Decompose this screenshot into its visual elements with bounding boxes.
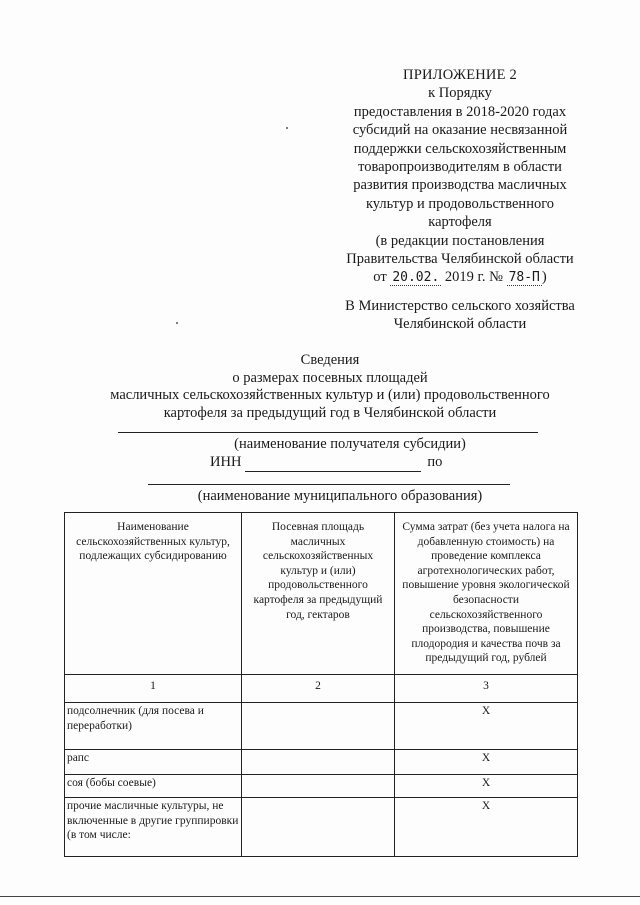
heading-line: картофеля за предыдущий год в Челябинской области [163,404,497,421]
table-row [65,750,578,775]
table-row [65,798,578,857]
addressee-line: Челябинской области [393,316,527,333]
crop-name-cell: прочие масличные культуры, не включенные в другие группировки (в том числе: [65,798,242,857]
closing-paren: ) [541,269,547,286]
annex-line: поддержки сельскохозяйственным [353,140,567,157]
annex-line: Правительства Челябинской области [346,251,574,268]
annex-line: предоставления в 2018-2020 годах [353,103,567,120]
annex-line: картофеля [428,214,492,231]
resolution-date: 20.02. [392,270,440,286]
column-number: 2 [242,675,395,703]
document-heading [60,352,600,422]
annex-line: (в редакции постановления [375,232,545,249]
crop-name-cell: соя (бобы соевые) [65,775,242,798]
heading-title: Сведения [300,352,360,368]
recipient-fill-line[interactable] [118,432,538,433]
cost-cell: Х [395,775,578,798]
annex-line: товаропроизводителям в области [358,159,562,176]
scan-speck [176,322,178,324]
municipality-label: (наименование муниципального образования) [197,488,483,504]
scan-speck [286,127,288,129]
cost-cell: Х [395,798,578,857]
heading-line: о размерах посевных площадей [232,369,428,386]
header-crop-name: Наименование сельскохозяйственных культур, подлежащих субсидированию [65,513,242,675]
annex-line: развития производства масличных [353,177,567,194]
page-bottom-edge [0,896,640,897]
addressee-block [330,297,590,334]
addressee-line: В Министерство сельского хозяйства [345,298,575,314]
crop-name-cell: подсолнечник (для посева и переработки) [65,703,242,750]
header-area: Посевная площадь масличных сельскохозяйственных культур и (или) продовольственного картофеля за предыдущий год, гектаров [242,513,395,675]
area-cell[interactable] [242,750,395,775]
resolution-date-line [330,268,590,287]
annex-block [330,66,590,288]
annex-line: субсидий на оказание несвязанной [352,122,568,139]
crop-area-table [64,512,578,857]
resolution-number: 78-П [508,270,540,286]
table-header-row [65,513,578,675]
area-cell[interactable] [242,798,395,857]
column-number-row [65,675,578,703]
heading-line: масличных сельскохозяйственных культур и (или) продовольственного [110,387,550,404]
inn-row [210,452,442,472]
header-cost: Сумма затрат (без учета налога на добавленную стоимость) на проведение комплекса агротехнологических работ, повышение уровня экологической безопасности сельскохозяйственного производства, повышение плодородия и качества почв за предыдущий год, рублей [395,513,578,675]
inn-suffix: по [427,454,443,470]
inn-fill-line[interactable] [245,457,421,472]
annex-line: культур и продовольственного [365,195,555,212]
cost-cell: Х [395,703,578,750]
annex-title: ПРИЛОЖЕНИЕ 2 [403,67,517,83]
annex-line: к Порядку [428,85,492,102]
date-prefix: от [373,269,387,286]
recipient-label: (наименование получателя субсидии) [234,436,466,452]
area-cell[interactable] [242,703,395,750]
table-row [65,703,578,750]
column-number: 1 [65,675,242,703]
cost-cell: Х [395,750,578,775]
table-row [65,775,578,798]
crop-name-cell: рапс [65,750,242,775]
area-cell[interactable] [242,775,395,798]
inn-label: ИНН [210,454,242,470]
date-year: 2019 г. № [444,269,503,286]
municipality-fill-line[interactable] [148,484,510,485]
column-number: 3 [395,675,578,703]
